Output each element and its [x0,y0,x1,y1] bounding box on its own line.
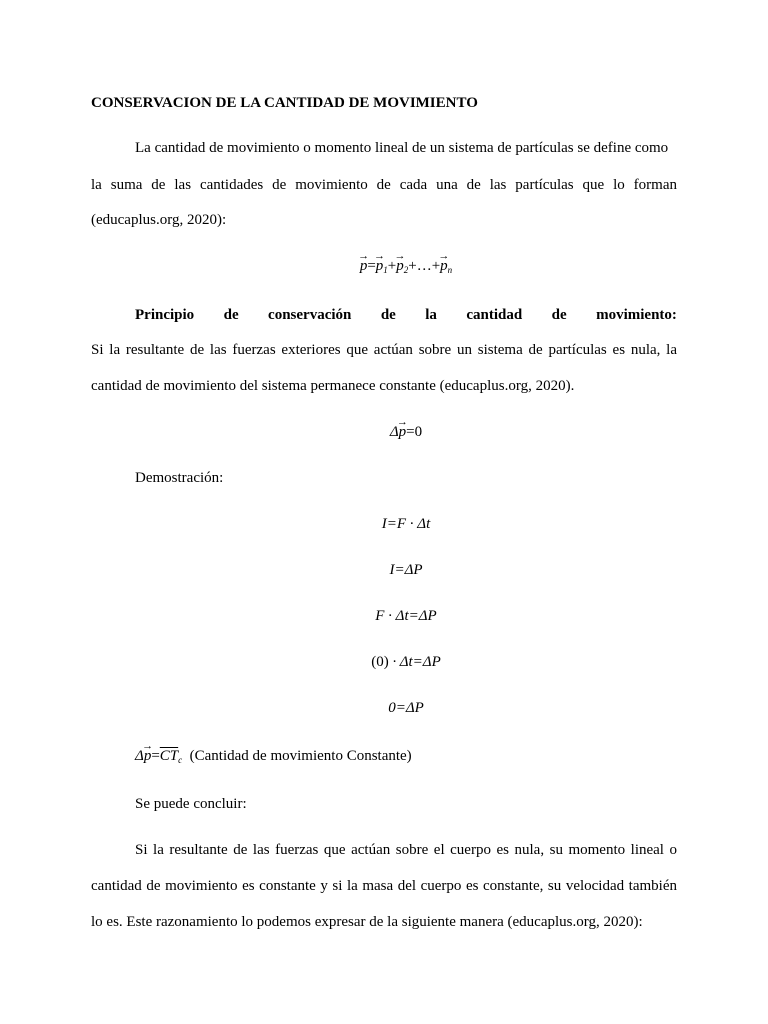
ct-overline: $\overline{CT}$ [159,748,179,764]
paragraph-3-line-1: Si la resultante de las fuerzas que actúan sobre el cuerpo es nula, su momento lineal o [135,842,677,858]
heading-title: CONSERVACION DE LA CANTIDAD DE MOVIMIENTO [91,95,478,111]
principio-word: de [380,307,396,323]
equation-constant-momentum [135,747,412,765]
principio-word: movimiento: [596,307,677,323]
paren-zero: (0) [371,654,389,670]
principio-word: Principio [135,307,195,323]
delta-symbol: Δ [389,424,399,440]
principio-word: de [223,307,239,323]
vector-p: → p [399,423,407,441]
paragraph-1-line-1: La cantidad de movimiento o momento lineal de un sistema de partículas se define como [135,140,669,156]
equation-zero-delta-p: 0=ΔP [388,700,424,716]
equation-rest: · Δt=ΔP [388,654,441,670]
subscript-n: n [447,265,453,275]
equation-impulse: I=F · Δt [381,516,431,532]
constant-note: (Cantidad de movimiento Constante) [189,748,412,764]
paragraph-1-line-2: la suma de las cantidades de movimiento de cada una de las partículas que lo forman [91,177,677,193]
concluir-label: Se puede concluir: [135,796,247,812]
vector-pn: → p [440,257,448,275]
principio-word: conservación [268,307,352,323]
equals-sign: = [151,748,160,764]
subscript-1: 1 [383,265,388,275]
equation-impulse-delta: I=ΔP [389,562,423,578]
paragraph-2-line-3: cantidad de movimiento del sistema permanece constante (educaplus.org, 2020). [91,378,575,394]
principio-word: la [425,307,437,323]
paragraph-3-line-3: lo es. Este razonamiento lo podemos expresar de la siguiente manera (educaplus.org, 2020): [91,914,643,930]
vector-p2: → p [396,257,404,275]
equation-delta-p-zero [0,423,768,441]
principio-word: cantidad [466,307,523,323]
demostracion-label: Demostración: [135,470,224,486]
subscript-2: 2 [403,265,409,275]
vector-p: → p [144,747,152,765]
equals-zero: =0 [406,424,423,440]
equation-force-delta: F · Δt=ΔP [375,608,437,624]
delta-symbol: Δ [135,748,144,764]
subscript-c: c [178,755,183,765]
paragraph-1-line-3: (educaplus.org, 2020): [91,212,227,228]
paragraph-3-line-2: cantidad de movimiento es constante y si la masa del cuerpo es constante, su velocidad también [91,878,677,894]
equation-zero-force [0,653,768,671]
vector-p: → p [360,257,368,275]
principio-heading-line [135,306,677,324]
principio-word: de [551,307,567,323]
ellipsis-sum: +…+ [408,258,441,274]
equation-momentum-sum [0,257,768,275]
paragraph-2-line-2: Si la resultante de las fuerzas exteriores que actúan sobre un sistema de partículas es nula, la [91,342,677,358]
equals-sign: = [367,258,376,274]
vector-p1: → p [376,257,384,275]
plus-sign: + [387,258,397,274]
